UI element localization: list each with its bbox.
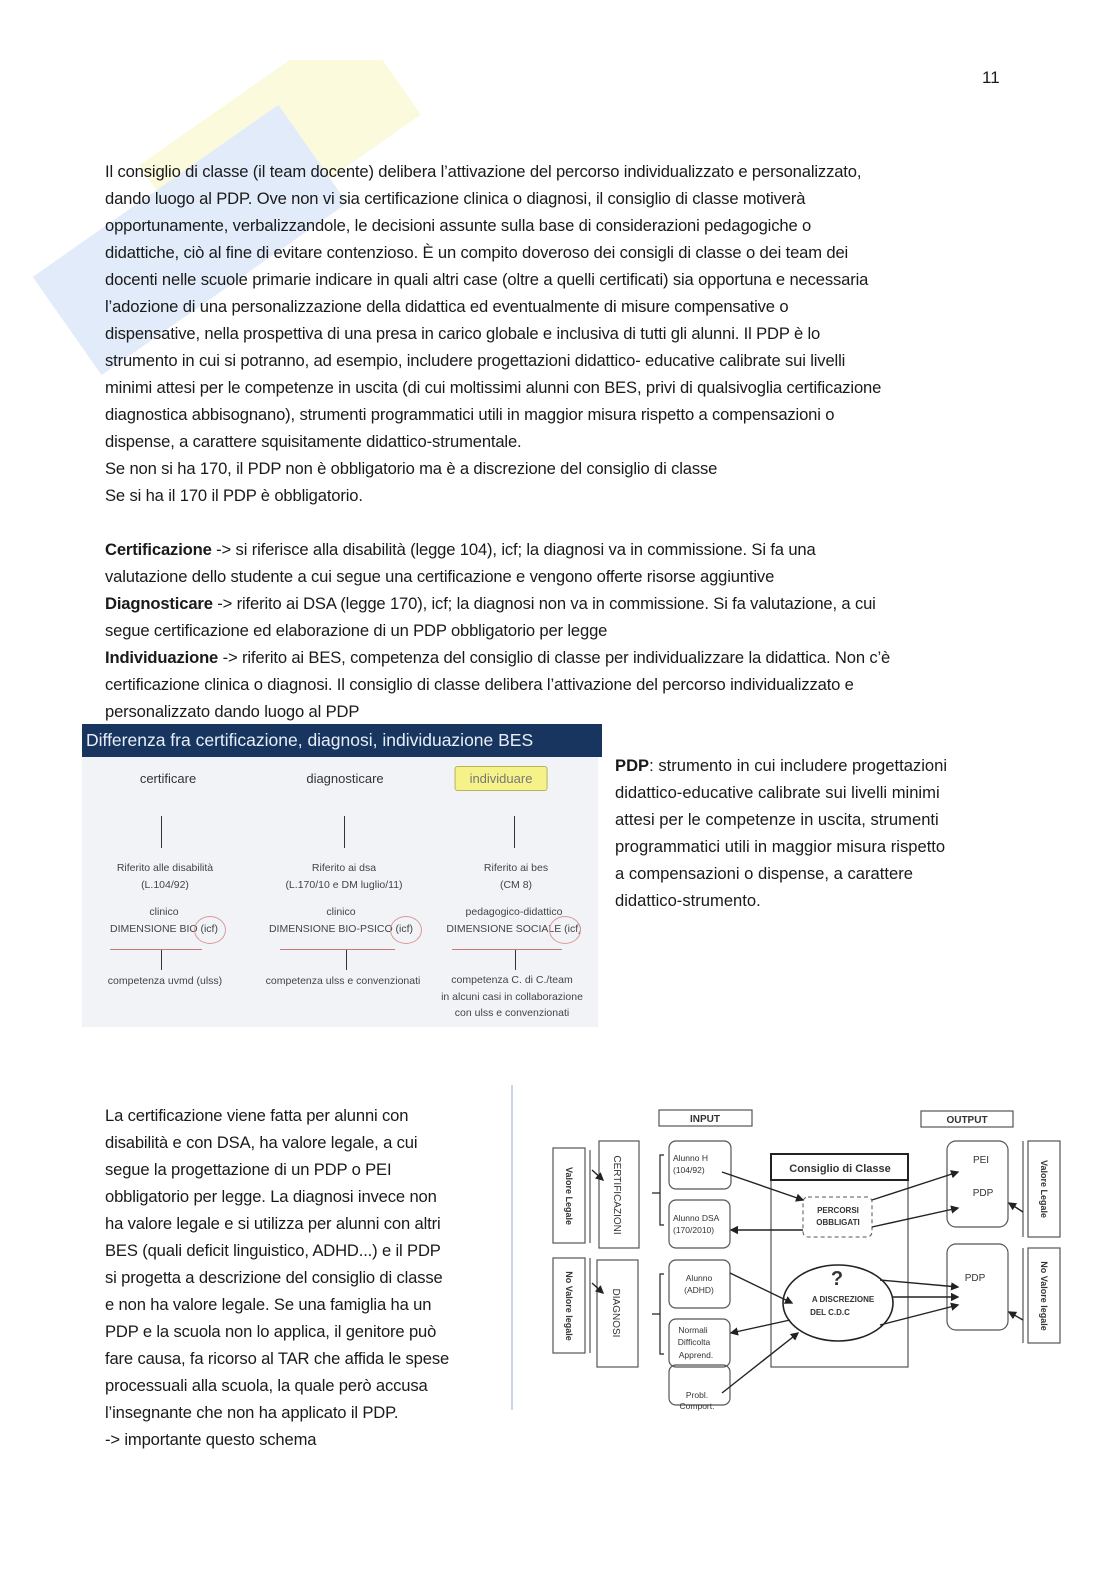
text-line: strumento in cui si potranno, ad esempio, includere progettazioni didattico- educative calibrate sui livelli bbox=[105, 351, 846, 370]
text-line: docenti nelle scuole primarie indicare in quali altri case (oltre a quelli certificati) sia opportuna e necessaria bbox=[105, 270, 869, 289]
diagnosi-label: DIAGNOSI bbox=[610, 1288, 621, 1338]
pdp-label: PDP bbox=[964, 1273, 986, 1284]
text-line: programmatici utili in maggior misura rispetto bbox=[615, 837, 946, 856]
text-line: certificazione clinica o diagnosi. Il consiglio di classe delibera l’attivazione del percorso individualizzato e bbox=[105, 675, 854, 694]
reference: (L.104/92) bbox=[141, 879, 189, 891]
text-line: dando luogo al PDP. Ove non vi sia certificazione clinica o diagnosi, il consiglio di classe motiverà bbox=[105, 189, 806, 208]
percorsi: OBBLIGATI bbox=[816, 1218, 860, 1227]
text-line: Se si ha il 170 il PDP è obbligatorio. bbox=[105, 486, 363, 505]
text-line: attesi per le competenze in uscita, strumenti bbox=[615, 810, 939, 829]
text: : strumento in cui includere progettazioni bbox=[649, 756, 948, 775]
competence: con ulss e convenzionati bbox=[454, 1007, 570, 1019]
reference: (CM 8) bbox=[499, 879, 533, 891]
discrezione: DEL C.D.C bbox=[810, 1308, 850, 1317]
normali: Normali bbox=[678, 1325, 708, 1335]
no-valore-legale-label: No Valore legale bbox=[564, 1271, 574, 1341]
text-line: si progetta a descrizione del consiglio di classe bbox=[105, 1268, 443, 1287]
arrow-down-icon bbox=[344, 816, 345, 848]
text: -> riferito ai DSA (legge 170), icf; la diagnosi non va in commissione. Si fa valutazione, a cui bbox=[212, 594, 876, 613]
column-head-highlighted: individuare bbox=[455, 766, 548, 791]
type: pedagogico-didattico bbox=[465, 906, 563, 918]
text-line: Se non si ha 170, il PDP non è obbligatorio ma è a discrezione del consiglio di classe bbox=[105, 459, 718, 478]
definition-individuazione bbox=[105, 648, 890, 668]
alunno-dsa: (170/2010) bbox=[673, 1225, 715, 1235]
text-line: opportunamente, verbalizzandole, le decisioni assunte sulla base di considerazioni pedagogiche o bbox=[105, 216, 812, 235]
text-line: segue la progettazione di un PDP o PEI bbox=[105, 1160, 392, 1179]
text-line: diagnostica abbisognano), strumenti programmatici utili in maggior misura rispetto a compensazioni o bbox=[105, 405, 835, 424]
text-line: l’insegnante che non ha applicato il PDP. bbox=[105, 1403, 399, 1422]
text-line: segue certificazione ed elaborazione di un PDP obbligatorio per legge bbox=[105, 621, 608, 640]
underline bbox=[110, 949, 202, 950]
competence: competenza uvmd (ulss) bbox=[107, 975, 223, 987]
underline bbox=[452, 949, 562, 950]
text: -> si riferisce alla disabilità (legge 104), icf; la diagnosi va in commissione. Si fa una bbox=[211, 540, 816, 559]
arrow-down-icon bbox=[514, 816, 515, 848]
figure-input-output-schema bbox=[540, 1090, 1070, 1415]
text-line: BES (quali deficit linguistico, ADHD...) e il PDP bbox=[105, 1241, 441, 1260]
text-line: personalizzato dando luogo al PDP bbox=[105, 702, 360, 721]
text-line: PDP e la scuola non lo applica, il genitore può bbox=[105, 1322, 437, 1341]
text-line: -> importante questo schema bbox=[105, 1430, 317, 1449]
figure-differenza-bes bbox=[82, 724, 598, 1027]
probl: Comport. bbox=[679, 1401, 715, 1411]
text-line: valutazione dello studente a cui segue una certificazione e vengono offerte risorse aggiuntive bbox=[105, 567, 775, 586]
consiglio-label: Consiglio di Classe bbox=[789, 1163, 891, 1175]
valore-legale-label: Valore Legale bbox=[564, 1166, 574, 1226]
reference: Riferito ai bes bbox=[483, 862, 549, 874]
definition-certificazione bbox=[105, 540, 816, 560]
text-line: processuali alla scuola, la quale però accusa bbox=[105, 1376, 428, 1395]
text-line: minimi attesi per le competenze in uscita (di cui moltissimi alunni con BES, privi di qualsivoglia certificazione bbox=[105, 378, 882, 397]
percorsi: PERCORSI bbox=[817, 1206, 859, 1215]
type: clinico bbox=[149, 906, 179, 918]
probl: Probl. bbox=[685, 1390, 709, 1400]
reference: (L.170/10 e DM luglio/11) bbox=[285, 879, 403, 891]
text-line: obbligatorio per legge. La diagnosi invece non bbox=[105, 1187, 437, 1206]
text-line: fare causa, fa ricorso al TAR che affida le spese bbox=[105, 1349, 450, 1368]
alunno-h: (104/92) bbox=[673, 1165, 705, 1175]
text-line: ha valore legale e si utilizza per alunni con altri bbox=[105, 1214, 441, 1233]
discrezione: A DISCREZIONE bbox=[811, 1295, 875, 1304]
connector bbox=[346, 950, 347, 970]
no-valore-legale-label: No Valore legale bbox=[1039, 1261, 1049, 1331]
dimension: DIMENSIONE BIO (icf) bbox=[110, 923, 218, 935]
arrow-down-icon bbox=[161, 816, 162, 848]
text-line: disabilità e con DSA, ha valore legale, a cui bbox=[105, 1133, 418, 1152]
competence: in alcuni casi in collaborazione bbox=[441, 991, 583, 1003]
text-line: a compensazioni o dispense, a carattere bbox=[615, 864, 913, 883]
figure-title: Differenza fra certificazione, diagnosi, individuazione BES bbox=[82, 724, 602, 757]
column-head: diagnosticare bbox=[306, 771, 384, 786]
text: -> riferito ai BES, competenza del consiglio di classe per individualizzare la didattica. Non c’è bbox=[218, 648, 891, 667]
text-line: Il consiglio di classe (il team docente) delibera l’attivazione del percorso individualizzato e personalizzato, bbox=[105, 162, 862, 181]
alunno-h: Alunno H bbox=[673, 1153, 708, 1163]
column-head: certificare bbox=[139, 771, 197, 786]
term: Certificazione bbox=[105, 540, 212, 559]
text-line: didattico-educative calibrate sui livelli minimi bbox=[615, 783, 940, 802]
connector bbox=[161, 950, 162, 970]
question-mark: ? bbox=[830, 1268, 844, 1290]
type: clinico bbox=[326, 906, 356, 918]
alunno-adhd: (ADHD) bbox=[684, 1285, 714, 1295]
text-line: l’adozione di una personalizzazione della didattica ed eventualmente di misure compensative o bbox=[105, 297, 789, 316]
alunno-dsa: Alunno DSA bbox=[673, 1213, 720, 1223]
valore-legale-label: Valore Legale bbox=[1039, 1159, 1049, 1219]
text-line: e non ha valore legale. Se una famiglia ha un bbox=[105, 1295, 432, 1314]
pei-label: PEI bbox=[972, 1155, 990, 1166]
term: PDP bbox=[615, 756, 650, 775]
alunno-adhd: Alunno bbox=[685, 1273, 713, 1283]
dimension: DIMENSIONE BIO-PSICO (icf) bbox=[268, 923, 414, 935]
definition-diagnosticare bbox=[105, 594, 876, 614]
term: Individuazione bbox=[105, 648, 219, 667]
text-line: dispensative, nella prospettiva di una presa in carico globale e inclusiva di tutti gli alunni. Il PDP è lo bbox=[105, 324, 821, 343]
term: Diagnosticare bbox=[105, 594, 213, 613]
icf-circle-icon bbox=[390, 916, 422, 944]
input-label: INPUT bbox=[690, 1114, 720, 1125]
reference: Riferito alle disabilità bbox=[116, 862, 214, 874]
certificazioni-label: CERTIFICAZIONI bbox=[611, 1155, 622, 1235]
dimension: DIMENSIONE SOCIALE (icf) bbox=[446, 923, 582, 935]
underline bbox=[280, 949, 395, 950]
competence: competenza C. di C./team bbox=[451, 974, 573, 986]
page-number: 11 bbox=[982, 68, 1000, 87]
text-line: didattiche, ciò al fine di evitare contenzioso. È un compito doveroso dei consigli di classe o dei team dei bbox=[105, 243, 849, 262]
connector bbox=[515, 950, 516, 970]
text-line: dispense, a carattere squisitamente didattico-strumentale. bbox=[105, 432, 522, 451]
normali: Difficolta bbox=[677, 1337, 711, 1347]
icf-circle-icon bbox=[549, 916, 581, 944]
divider bbox=[511, 1085, 513, 1410]
normali: Apprend. bbox=[678, 1350, 714, 1360]
text-line bbox=[615, 756, 947, 776]
competence: competenza ulss e convenzionati bbox=[265, 975, 421, 987]
pdp-label: PDP bbox=[972, 1188, 994, 1199]
icf-circle-icon bbox=[194, 916, 226, 944]
text-line: La certificazione viene fatta per alunni con bbox=[105, 1106, 409, 1125]
reference: Riferito ai dsa bbox=[311, 862, 377, 874]
output-label: OUTPUT bbox=[946, 1115, 988, 1126]
text-line: didattico-strumento. bbox=[615, 891, 761, 910]
